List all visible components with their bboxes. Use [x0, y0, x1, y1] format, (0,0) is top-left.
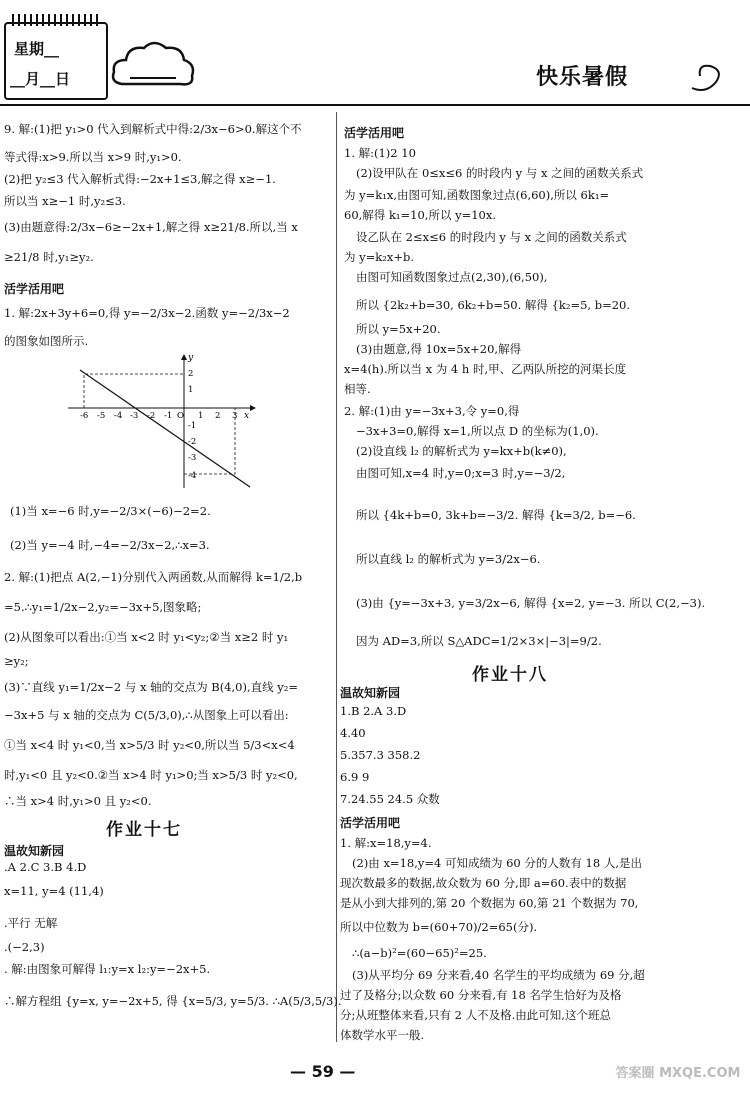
x-tick: 3 [232, 411, 238, 421]
x-tick: O [177, 411, 184, 421]
left-q9-l2: 等式得:x>9.所以当 x>9 时,y₁>0. [4, 150, 182, 164]
column-divider [336, 112, 337, 1042]
watermark: 答案圈 MXQE.COM [615, 1066, 741, 1081]
weekday-label: 星期__ [14, 40, 60, 58]
calendar-box [4, 22, 108, 100]
x-label: x [244, 411, 250, 421]
hw18-q1-l1: 1. 解:x=18,y=4. [340, 836, 432, 850]
hw18-q1-l2: (2)由 x=18,y=4 可知成绩为 60 分的人数有 18 人,是出 [352, 856, 643, 870]
page-number-dash-right: — [333, 1062, 356, 1081]
x-tick-labels [80, 411, 237, 421]
header-rule [0, 104, 750, 106]
right-practice-heading: 活学活用吧 [340, 816, 401, 830]
hw17-answer-5: . 解:由图象可解得 l₁:y=x l₂:y=−2x+5. [4, 962, 211, 976]
logo-text: 快乐暑假 [536, 65, 629, 90]
x-tick: 1 [198, 411, 204, 421]
hw18-q1-l8: 过了及格分;以众数 60 分来看,有 18 名学生恰好为及格 [340, 988, 622, 1002]
left-q1-part1: (1)当 x=−6 时,y=−2/3×(−6)−2=2. [10, 504, 211, 518]
right-q2-l4: 由图可知,x=4 时,y=0;x=3 时,y=−3/2, [356, 466, 566, 480]
page-number [290, 1062, 355, 1081]
dashed-guide-left [84, 374, 184, 408]
x-axis-arrow [250, 405, 256, 411]
left-q2-l4: ≥y₂; [4, 654, 29, 668]
hw18-q1-l9: 分;从班整体来看,只有 2 人不及格.由此可知,这个班总 [340, 1008, 611, 1022]
right-q1-l5: 设乙队在 2≤x≤6 的时段内 y 与 x 之间的函数关系式 [356, 230, 627, 244]
right-q1-l1: 1. 解:(1)2 10 [344, 146, 416, 160]
y-axis-arrow [181, 354, 187, 360]
y-label: y [188, 353, 194, 363]
right-q1-l3: 为 y=k₁x,由图可知,函数图象过点(6,60),所以 6k₁= [344, 188, 610, 202]
y-tick: -4 [188, 471, 197, 481]
x-tick: -3 [130, 411, 139, 421]
hw18-q1-l4: 是从小到大排列的,第 20 个数据为 60,第 21 个数据为 70, [340, 896, 639, 910]
right-q2-l5: 所以 {4k+b=0, 3k+b=−3/2. 解得 {k=3/2, b=−6. [356, 508, 636, 522]
left-review-heading: 温故知新园 [4, 844, 65, 858]
left-q1-l1: 1. 解:2x+3y+6=0,得 y=−2/3x−2.函数 y=−2/3x−2 [4, 306, 290, 320]
cloud-icon [108, 38, 198, 94]
right-section-heading: 活学活用吧 [344, 126, 405, 140]
left-q1-l2: 的图象如图所示. [4, 334, 89, 348]
y-tick-labels [188, 369, 196, 481]
hw17-answer-4: .(−2,3) [4, 940, 45, 954]
logo [536, 60, 746, 100]
hw18-q1-l10: 体数学水平一般. [340, 1028, 425, 1042]
left-q9-l6: ≥21/8 时,y₁≥y₂. [4, 250, 94, 264]
x-tick: -1 [164, 411, 173, 421]
left-q2-l8: 时,y₁<0 且 y₂<0.②当 x>4 时 y₁>0;当 x>5/3 时 y₂<0, [4, 768, 298, 782]
page-number-dash-left: — [290, 1062, 312, 1081]
right-q1-l12: 相等. [344, 382, 371, 396]
right-q1-l4: 60,解得 k₁=10,所以 y=10x. [344, 208, 497, 222]
left-q2-l1: 2. 解:(1)把点 A(2,−1)分别代入两函数,从而解得 k=1/2,b [4, 570, 303, 584]
right-q1-l9: 所以 y=5x+20. [356, 322, 441, 336]
left-q2-l6: −3x+5 与 x 轴的交点为 C(5/3,0),∴从图象上可以看出: [4, 708, 289, 722]
hw18-q1-l5: 所以中位数为 b=(60+70)/2=65(分). [340, 920, 538, 934]
y-tick: 2 [188, 369, 194, 379]
function-graph [60, 352, 260, 492]
left-q2-l3: (2)从图象可以看出:①当 x<2 时 y₁<y₂;②当 x≥2 时 y₁ [4, 630, 289, 644]
left-q2-l2: =5.∴y₁=1/2x−2,y₂=−3x+5,图象略; [4, 600, 202, 614]
hw18-q1-l3: 现次数最多的数据,故众数为 60 分,即 a=60.表中的数据 [340, 876, 627, 890]
right-q2-l8: 因为 AD=3,所以 S△ADC=1/2×3×|−3|=9/2. [356, 634, 602, 648]
x-tick: -2 [147, 411, 156, 421]
hw18-answer-4: 6.9 9 [340, 770, 370, 784]
left-q1-part2: (2)当 y=−4 时,−4=−2/3x−2,∴x=3. [10, 538, 210, 552]
date-label: __月__日 [10, 70, 71, 88]
left-section-heading: 活学活用吧 [4, 282, 65, 296]
left-q2-l9: ∴当 x>4 时,y₁>0 且 y₂<0. [4, 794, 152, 808]
left-q9-l1: 9. 解:(1)把 y₁>0 代入到解析式中得:2/3x−6>0.解这个不 [4, 122, 302, 136]
left-q2-l7: ①当 x<4 时 y₁<0,当 x>5/3 时 y₂<0,所以当 5/3<x<4 [4, 738, 295, 752]
homework-17-title: 作业十七 [106, 820, 182, 840]
right-q2-l2: −3x+3=0,解得 x=1,所以点 D 的坐标为(1,0). [356, 424, 599, 438]
right-q1-l8: 所以 {2k₂+b=30, 6k₂+b=50. 解得 {k₂=5, b=20. [356, 298, 631, 312]
right-q1-l7: 由图可知函数图象过点(2,30),(6,50), [356, 270, 548, 284]
right-q2-l6: 所以直线 l₂ 的解析式为 y=3/2x−6. [356, 552, 541, 566]
hw18-answer-3: 5.357.3 358.2 [340, 748, 421, 762]
homework-18-title: 作业十八 [472, 665, 548, 685]
right-q1-l10: (3)由题意,得 10x=5x+20,解得 [356, 342, 522, 356]
y-tick: -3 [188, 453, 197, 463]
right-review-heading: 温故知新园 [340, 686, 401, 700]
right-q2-l1: 2. 解:(1)由 y=−3x+3,令 y=0,得 [344, 404, 520, 418]
function-line [80, 370, 250, 487]
y-tick: -1 [188, 421, 197, 431]
hw17-answer-6: ∴解方程组 {y=x, y=−2x+5, 得 {x=5/3, y=5/3. ∴A(5/3,5/3). [4, 994, 342, 1008]
spiral-rings [12, 14, 100, 26]
y-tick: 1 [188, 385, 194, 395]
x-tick: -5 [97, 411, 106, 421]
hw18-q1-l7: (3)从平均分 69 分来看,40 名学生的平均成绩为 69 分,超 [352, 968, 645, 982]
right-q1-l11: x=4(h).所以当 x 为 4 h 时,甲、乙两队所挖的河渠长度 [344, 362, 627, 376]
x-tick: -4 [114, 411, 123, 421]
right-q2-l3: (2)设直线 l₂ 的解析式为 y=kx+b(k≠0), [356, 444, 567, 458]
hw18-answer-2: 4.40 [340, 726, 366, 740]
left-q9-l3: (2)把 y₂≤3 代入解析式得:−2x+1≤3,解之得 x≥−1. [4, 172, 276, 186]
page-number-value: 59 [311, 1062, 334, 1081]
hw18-answer-5: 7.24.55 24.5 众数 [340, 792, 440, 806]
left-q9-l5: (3)由题意得:2/3x−6≥−2x+1,解之得 x≥21/8.所以,当 x [4, 220, 298, 234]
right-q1-l2: (2)设甲队在 0≤x≤6 的时段内 y 与 x 之间的函数关系式 [356, 166, 644, 180]
right-q2-l7: (3)由 {y=−3x+3, y=3/2x−6, 解得 {x=2, y=−3. 所以 C(2,−3). [356, 596, 706, 610]
hw17-answer-3: .平行 无解 [4, 916, 58, 930]
left-q9-l4: 所以当 x≥−1 时,y₂≤3. [4, 194, 126, 208]
right-q1-l6: 为 y=k₂x+b. [344, 250, 415, 264]
left-q2-l5: (3)∵直线 y₁=1/2x−2 与 x 轴的交点为 B(4,0),直线 y₂= [4, 680, 299, 694]
hw18-q1-l6: ∴(a−b)²=(60−65)²=25. [352, 946, 487, 960]
x-tick: -6 [80, 411, 89, 421]
swirl-icon [686, 60, 726, 94]
hw18-answer-1: 1.B 2.A 3.D [340, 704, 407, 718]
y-tick: -2 [188, 437, 197, 447]
hw17-answer-1: .A 2.C 3.B 4.D [4, 860, 87, 874]
x-tick: 2 [215, 411, 221, 421]
hw17-answer-2: x=11, y=4 (11,4) [4, 884, 104, 898]
